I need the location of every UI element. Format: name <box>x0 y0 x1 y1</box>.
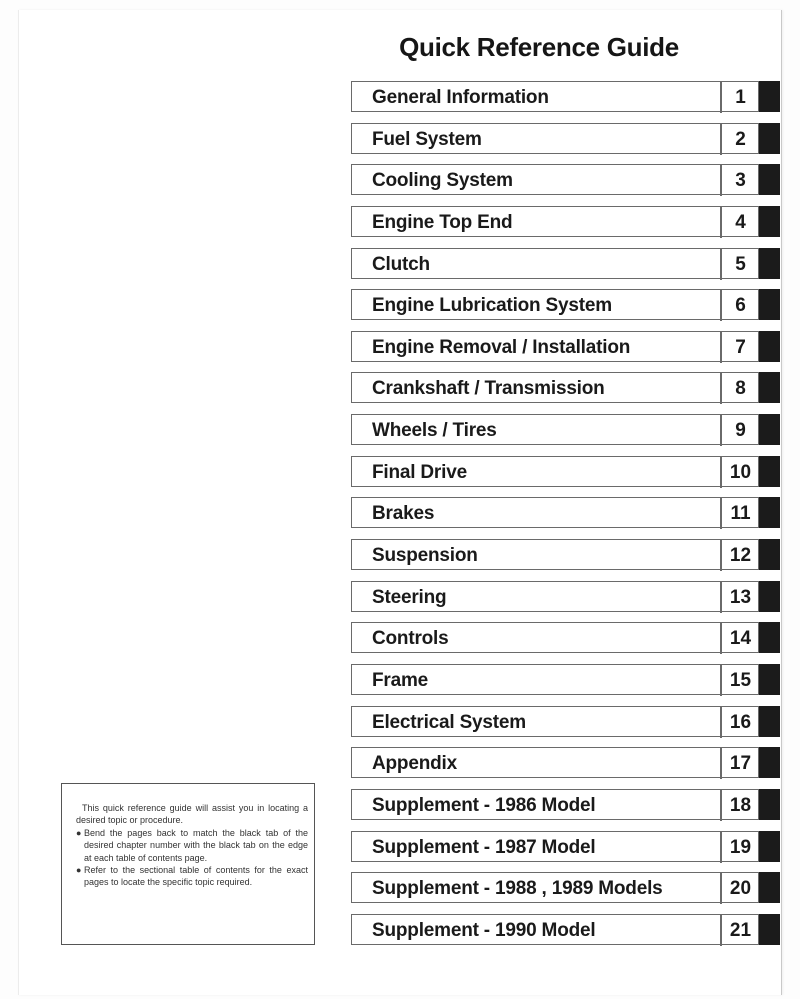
chapter-row[interactable] <box>351 289 781 322</box>
chapter-row[interactable] <box>351 706 781 739</box>
black-tab[interactable] <box>759 831 780 862</box>
chapter-box[interactable] <box>351 872 759 903</box>
chapter-number: 9 <box>735 420 746 442</box>
usage-note-box <box>61 783 315 945</box>
black-tab[interactable] <box>759 872 780 903</box>
black-tab[interactable] <box>759 581 780 612</box>
chapter-box[interactable] <box>351 456 759 487</box>
black-tab[interactable] <box>759 248 780 279</box>
black-tab[interactable] <box>759 206 780 237</box>
chapter-row[interactable] <box>351 747 781 780</box>
chapter-name: Supplement - 1988 , 1989 Models <box>372 878 663 900</box>
chapter-box[interactable] <box>351 206 759 237</box>
chapter-name: Suspension <box>372 545 478 567</box>
chapter-name: Appendix <box>372 753 457 775</box>
chapter-name: Final Drive <box>372 461 467 483</box>
chapter-number: 10 <box>729 461 752 483</box>
chapter-number: 12 <box>729 545 752 567</box>
chapter-index <box>351 81 781 955</box>
chapter-name: Steering <box>372 586 447 608</box>
chapter-number: 14 <box>729 628 752 650</box>
chapter-number: 16 <box>729 711 752 733</box>
chapter-number: 11 <box>730 503 751 525</box>
black-tab[interactable] <box>759 497 780 528</box>
chapter-box[interactable] <box>351 248 759 279</box>
chapter-name: Supplement - 1987 Model <box>372 836 596 858</box>
chapter-number: 7 <box>735 336 746 358</box>
chapter-box[interactable] <box>351 331 759 362</box>
chapter-name: Engine Removal / Installation <box>372 336 631 358</box>
chapter-box[interactable] <box>351 914 759 945</box>
chapter-number: 18 <box>729 794 752 816</box>
chapter-name: General Information <box>372 87 549 108</box>
chapter-name: Clutch <box>372 253 430 275</box>
chapter-row[interactable] <box>351 164 781 197</box>
chapter-number: 19 <box>729 836 752 858</box>
chapter-name: Engine Top End <box>372 211 513 233</box>
chapter-row[interactable] <box>351 206 781 239</box>
chapter-number: 20 <box>729 878 752 900</box>
chapter-box[interactable] <box>351 831 759 862</box>
black-tab[interactable] <box>759 706 780 737</box>
black-tab[interactable] <box>759 456 780 487</box>
chapter-number: 3 <box>735 170 746 192</box>
chapter-number: 4 <box>735 211 746 233</box>
chapter-box[interactable] <box>351 372 759 403</box>
chapter-row[interactable] <box>351 456 781 489</box>
bullet-icon: ● <box>76 865 82 876</box>
chapter-row[interactable] <box>351 372 781 405</box>
chapter-box[interactable] <box>351 622 759 653</box>
chapter-number: 15 <box>729 669 752 691</box>
chapter-box[interactable] <box>351 747 759 778</box>
chapter-number: 1 <box>735 87 746 108</box>
chapter-number: 17 <box>729 753 752 775</box>
black-tab[interactable] <box>759 914 780 945</box>
black-tab[interactable] <box>759 622 780 653</box>
chapter-row[interactable] <box>351 331 781 364</box>
chapter-row[interactable] <box>351 664 781 697</box>
chapter-name: Cooling System <box>372 170 513 192</box>
bullet-icon: ● <box>76 827 82 838</box>
black-tab[interactable] <box>759 789 780 820</box>
chapter-row[interactable] <box>351 81 781 114</box>
chapter-number: 5 <box>735 253 746 275</box>
chapter-name: Engine Lubrication System <box>372 295 612 317</box>
chapter-box[interactable] <box>351 414 759 445</box>
black-tab[interactable] <box>759 123 780 154</box>
chapter-row[interactable] <box>351 789 781 822</box>
chapter-box[interactable] <box>351 497 759 528</box>
black-tab[interactable] <box>759 164 780 195</box>
chapter-row[interactable] <box>351 539 781 572</box>
chapter-row[interactable] <box>351 123 781 156</box>
usage-note-bullet-text: Refer to the sectional table of contents for the exact pages to locate the specific topic required. <box>84 865 308 888</box>
usage-note-bullet-text: Bend the pages back to match the black tab of the desired chapter number with the black tab on the edge at each table of contents page. <box>84 827 308 863</box>
chapter-number: 2 <box>735 128 746 150</box>
black-tab[interactable] <box>759 414 780 445</box>
black-tab[interactable] <box>759 81 780 112</box>
chapter-box[interactable] <box>351 539 759 570</box>
chapter-row[interactable] <box>351 248 781 281</box>
chapter-box[interactable] <box>351 81 759 112</box>
chapter-row[interactable] <box>351 872 781 905</box>
chapter-name: Wheels / Tires <box>372 420 497 442</box>
usage-note-bullet <box>76 864 308 889</box>
chapter-box[interactable] <box>351 581 759 612</box>
chapter-name: Crankshaft / Transmission <box>372 378 605 400</box>
chapter-number: 13 <box>729 586 752 608</box>
chapter-name: Brakes <box>372 503 435 525</box>
black-tab[interactable] <box>759 747 780 778</box>
black-tab[interactable] <box>759 372 780 403</box>
chapter-number: 21 <box>729 919 752 941</box>
chapter-name: Electrical System <box>372 711 526 733</box>
black-tab[interactable] <box>759 331 780 362</box>
chapter-name: Fuel System <box>372 128 482 150</box>
chapter-box[interactable] <box>351 123 759 154</box>
black-tab[interactable] <box>759 539 780 570</box>
chapter-name: Controls <box>372 628 449 650</box>
page-title: Quick Reference Guide <box>399 32 679 62</box>
chapter-name: Frame <box>372 669 429 691</box>
chapter-row[interactable] <box>351 497 781 530</box>
black-tab[interactable] <box>759 664 780 695</box>
usage-note-intro: This quick reference guide will assist you in locating a desired topic or procedure. <box>76 803 308 826</box>
chapter-row[interactable] <box>351 831 781 864</box>
chapter-box[interactable] <box>351 164 759 195</box>
usage-note-text <box>76 802 308 889</box>
chapter-row[interactable] <box>351 581 781 614</box>
chapter-number: 8 <box>735 378 746 400</box>
chapter-row[interactable] <box>351 914 781 947</box>
chapter-name: Supplement - 1986 Model <box>372 794 596 816</box>
usage-note-bullet <box>76 827 308 864</box>
chapter-number: 6 <box>735 295 746 317</box>
chapter-box[interactable] <box>351 706 759 737</box>
chapter-row[interactable] <box>351 622 781 655</box>
chapter-box[interactable] <box>351 289 759 320</box>
chapter-box[interactable] <box>351 664 759 695</box>
chapter-row[interactable] <box>351 414 781 447</box>
black-tab[interactable] <box>759 289 780 320</box>
chapter-name: Supplement - 1990 Model <box>372 919 596 941</box>
chapter-box[interactable] <box>351 789 759 820</box>
